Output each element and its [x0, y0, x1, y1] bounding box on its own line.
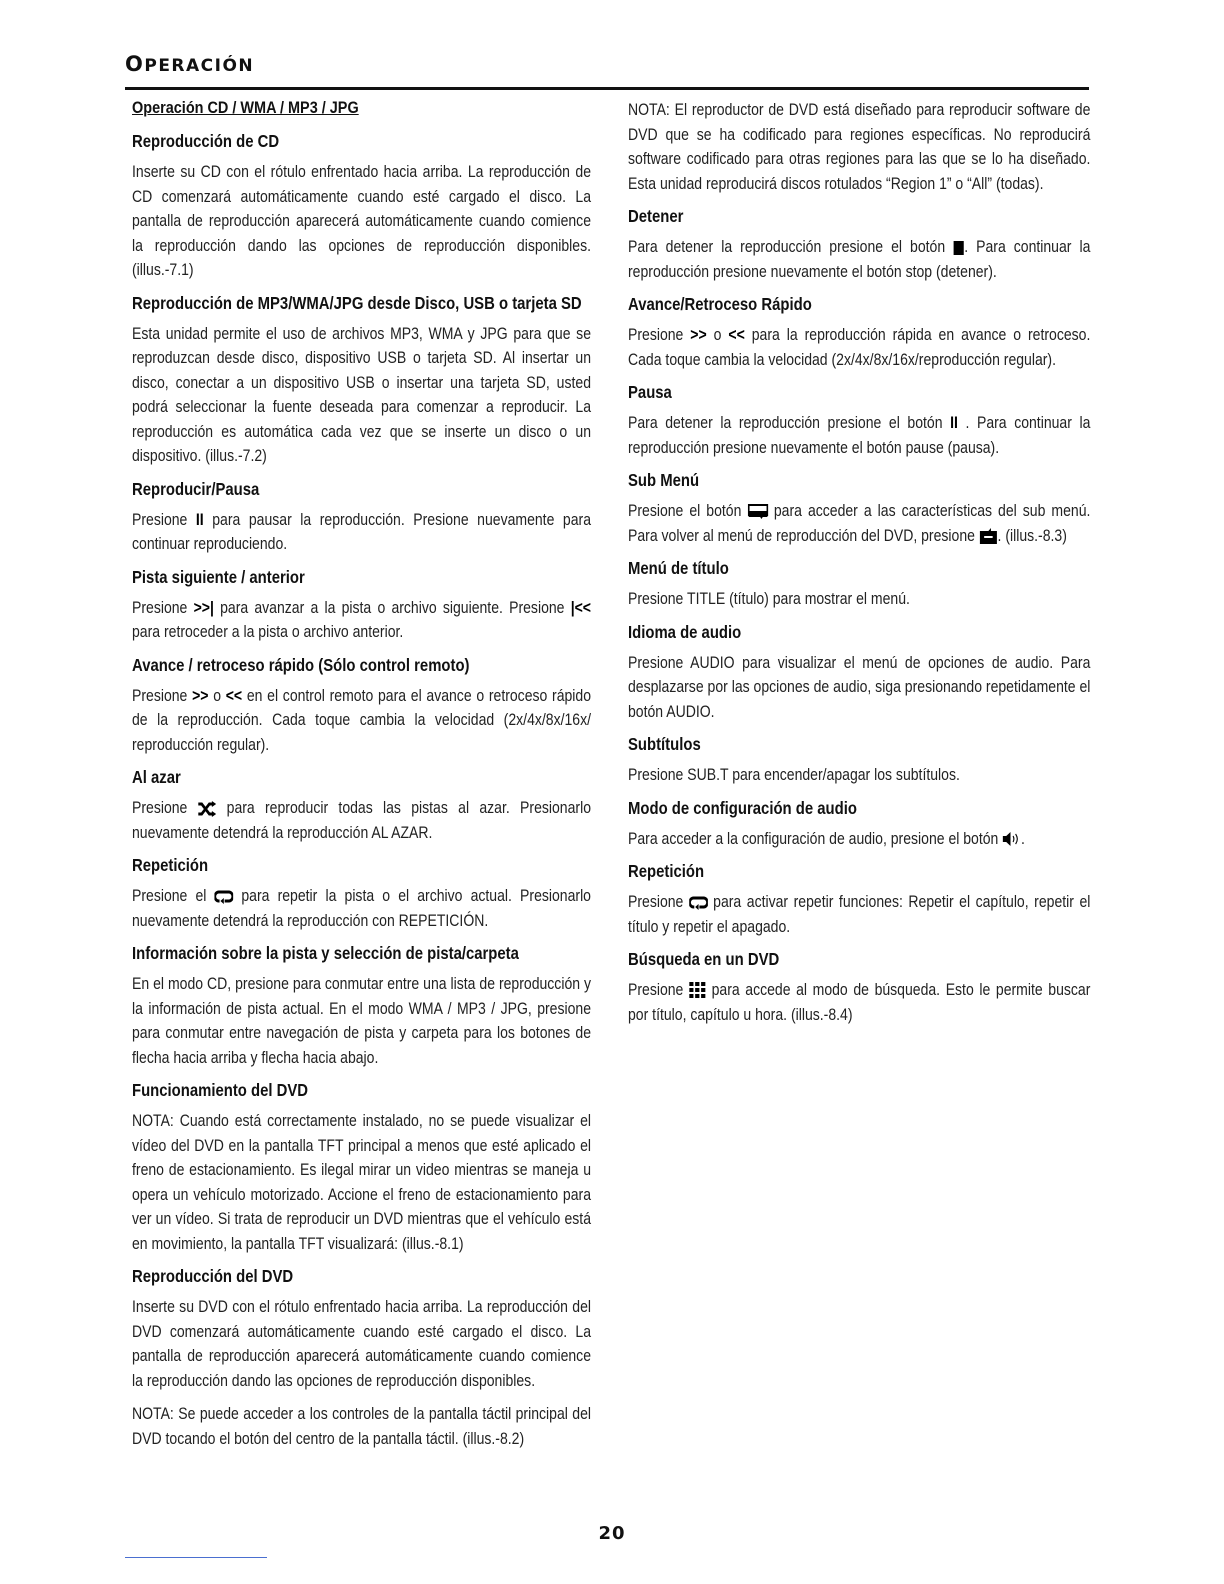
- heading-repeat: Repetición: [132, 855, 209, 875]
- heading-cd-playback: Reproducción de CD: [132, 131, 280, 151]
- paragraph-shuffle: Presione para reproducir todas las pistas al azar. Presionarlo nuevamente detendrá la reproducción AL AZAR.: [132, 799, 591, 842]
- paragraph-dvd-search: Presione para accede al modo de búsqueda. Esto le permite buscar por título, capítulo u hora. (illus.-8.4): [628, 981, 1091, 1024]
- return-menu-icon: [979, 528, 998, 545]
- repeat-icon: [215, 888, 234, 905]
- heading-dvd-playback: Reproducción del DVD: [132, 1266, 294, 1286]
- shuffle-icon: [198, 801, 217, 817]
- heading-audio-settings: Modo de configuración de audio: [628, 797, 857, 818]
- heading-stop: Detener: [628, 206, 684, 226]
- heading-dvd-search: Búsqueda en un DVD: [628, 949, 780, 969]
- heading-shuffle: Al azar: [132, 767, 181, 787]
- sub-menu-icon: [747, 503, 767, 520]
- paragraph-audio-settings: Para acceder a la configuración de audio, presione el botón .: [628, 829, 1025, 848]
- paragraph-title-menu: Presione TITLE (título) para mostrar el menú.: [628, 590, 910, 608]
- heading-dvd-operation: Funcionamiento del DVD: [132, 1080, 309, 1100]
- paragraph-fast-forward: Presione >> o << para la reproducción rápida en avance o retroceso. Cada toque cambia la velocidad (2x/4x/8x/16x/reproducción regular).: [628, 326, 1091, 369]
- paragraph-repeat: Presione el para repetir la pista o el archivo actual. Presionarlo nuevamente detendrá la reproducción con REPETICIÓN.: [132, 887, 591, 930]
- heading-next-previous: Pista siguiente / anterior: [132, 566, 305, 587]
- repeat-icon: [689, 894, 708, 911]
- paragraph-repeat-dvd: Presione para activar repetir funciones: Repetir el capítulo, repetir el título y repetir el apagado.: [628, 893, 1091, 936]
- paragraph-sub-menu: Presione el botón para acceder a las características del sub menú. Para volver al menú de reproducción del DVD, presione . (illus.-8.3): [628, 502, 1091, 545]
- paragraph-fast-forward-remote: Presione >> o << en el control remoto para el avance o retroceso rápido de la reproducción. Cada toque cambia la velocidad (2x/4x/8x/16x/ reproducción regular).: [132, 686, 592, 754]
- paragraph-audio-language: Presione AUDIO para visualizar el menú de opciones de audio. Para desplazarse por las opciones de audio, siga presionando repetidamente el botón AUDIO.: [628, 653, 1091, 721]
- paragraph-track-info: En el modo CD, presione para conmutar entre una lista de reproducción y la información de pista actual. En el modo WMA / MP3 / JPG, presione para conmutar entre navegación de pista y carpeta para los botones de flecha hacia arriba y flecha hacia abajo.: [132, 975, 591, 1067]
- header-rule: [125, 87, 1089, 90]
- section-title: Operación CD / WMA / MP3 / JPG: [132, 98, 359, 117]
- pause-symbol: II: [195, 510, 204, 529]
- previous-track-symbol: |<<: [570, 598, 591, 617]
- speaker-icon: [1002, 831, 1021, 847]
- stop-icon: [953, 240, 964, 256]
- page-number: 20: [598, 1523, 626, 1544]
- page-header: [125, 52, 254, 76]
- keypad-icon: [689, 982, 706, 1000]
- paragraph-pause: Para detener la reproducción presione el botón II . Para continuar la reproducción presione nuevamente el botón pause (pausa).: [628, 414, 1091, 457]
- paragraph-subtitles: Presione SUB.T para encender/apagar los subtítulos.: [628, 766, 960, 784]
- paragraph-dvd-note: NOTA: Se puede acceder a los controles de la pantalla táctil principal del DVD tocando el botón del centro de la pantalla táctil. (illus.-8.2): [132, 1405, 591, 1448]
- heading-fast-forward: Avance/Retroceso Rápido: [628, 294, 812, 314]
- pause-symbol: II: [950, 414, 958, 432]
- header-initial: O: [125, 52, 145, 76]
- paragraph-region-note: NOTA: El reproductor de DVD está diseñado para reproducir software de DVD que se ha codificado para regiones específicas. No reproducirá software codificado para otras regiones para las que se lo ha diseñado. Esta unidad reproducirá discos rotulados “Region 1” o “All” (todas).: [628, 101, 1091, 193]
- heading-sub-menu: Sub Menú: [628, 470, 700, 490]
- heading-play-pause: Reproducir/Pausa: [132, 478, 260, 499]
- paragraph-dvd-playback: Inserte su DVD con el rótulo enfrentado hacia arriba. La reproducción del DVD comenzará automáticamente cuando esté cargado el disco. La pantalla de reproducción aparecerá automáticamente cuando comience la reproducción dando las opciones de reproducción disponibles.: [132, 1298, 591, 1390]
- paragraph-mp3-playback: Esta unidad permite el uso de archivos MP3, WMA y JPG para que se reproduzcan desde disco, dispositivo USB o tarjeta SD. Al insertar un disco, conectar a un dispositivo USB o insertar una tarjeta SD, usted podrá seleccionar la fuente deseada para comenzar a reproducir. La reproducción es automática cada vez que se inserte un disco o un dispositivo. (illus.-7.2): [132, 324, 591, 465]
- left-column: [132, 98, 590, 1460]
- heading-fast-forward-remote: Avance / retroceso rápido (Sólo control remoto): [132, 654, 470, 675]
- heading-audio-language: Idioma de audio: [628, 621, 742, 642]
- paragraph-cd-playback: Inserte su CD con el rótulo enfrentado hacia arriba. La reproducción de CD comenzará automáticamente cuando esté cargado el disco. La pantalla de reproducción aparecerá automáticamente cuando comience la reproducción dando las opciones de reproducción disponibles. (illus.-7.1): [132, 163, 591, 279]
- footer-line: [125, 1557, 267, 1558]
- next-track-symbol: >>|: [193, 598, 214, 617]
- heading-repeat-dvd: Repetición: [628, 861, 705, 881]
- heading-title-menu: Menú de título: [628, 558, 729, 578]
- paragraph-play-pause: Presione II para pausar la reproducción. Presione nuevamente para continuar reproduciendo.: [132, 510, 591, 553]
- heading-pause: Pausa: [628, 382, 672, 402]
- paragraph-next-previous: Presione >>| para avanzar a la pista o archivo siguiente. Presione |<< para retroceder a la pista o archivo anterior.: [132, 598, 591, 641]
- heading-subtitles: Subtítulos: [628, 734, 701, 754]
- header-rest: PERACIÓN: [144, 56, 255, 76]
- paragraph-stop: Para detener la reproducción presione el botón . Para continuar la reproducción presione nuevamente el botón stop (detener).: [628, 238, 1091, 281]
- right-column: [628, 98, 1090, 1036]
- heading-mp3-playback: Reproducción de MP3/WMA/JPG desde Disco, USB o tarjeta SD: [132, 292, 582, 313]
- paragraph-dvd-operation: NOTA: Cuando está correctamente instalado, no se puede visualizar el vídeo del DVD en la pantalla TFT principal a menos que esté aplicado el freno de estacionamiento. Es ilegal mirar un video mientras se maneja u opera un vehículo motorizado. Accione el freno de estacionamiento para ver un vídeo. Si trata de reproducir un DVD mientras que el vehículo está en movimiento, la pantalla TFT visualizará: (illus.-8.1): [132, 1112, 591, 1253]
- heading-track-info: Información sobre la pista y selección de pista/carpeta: [132, 943, 519, 963]
